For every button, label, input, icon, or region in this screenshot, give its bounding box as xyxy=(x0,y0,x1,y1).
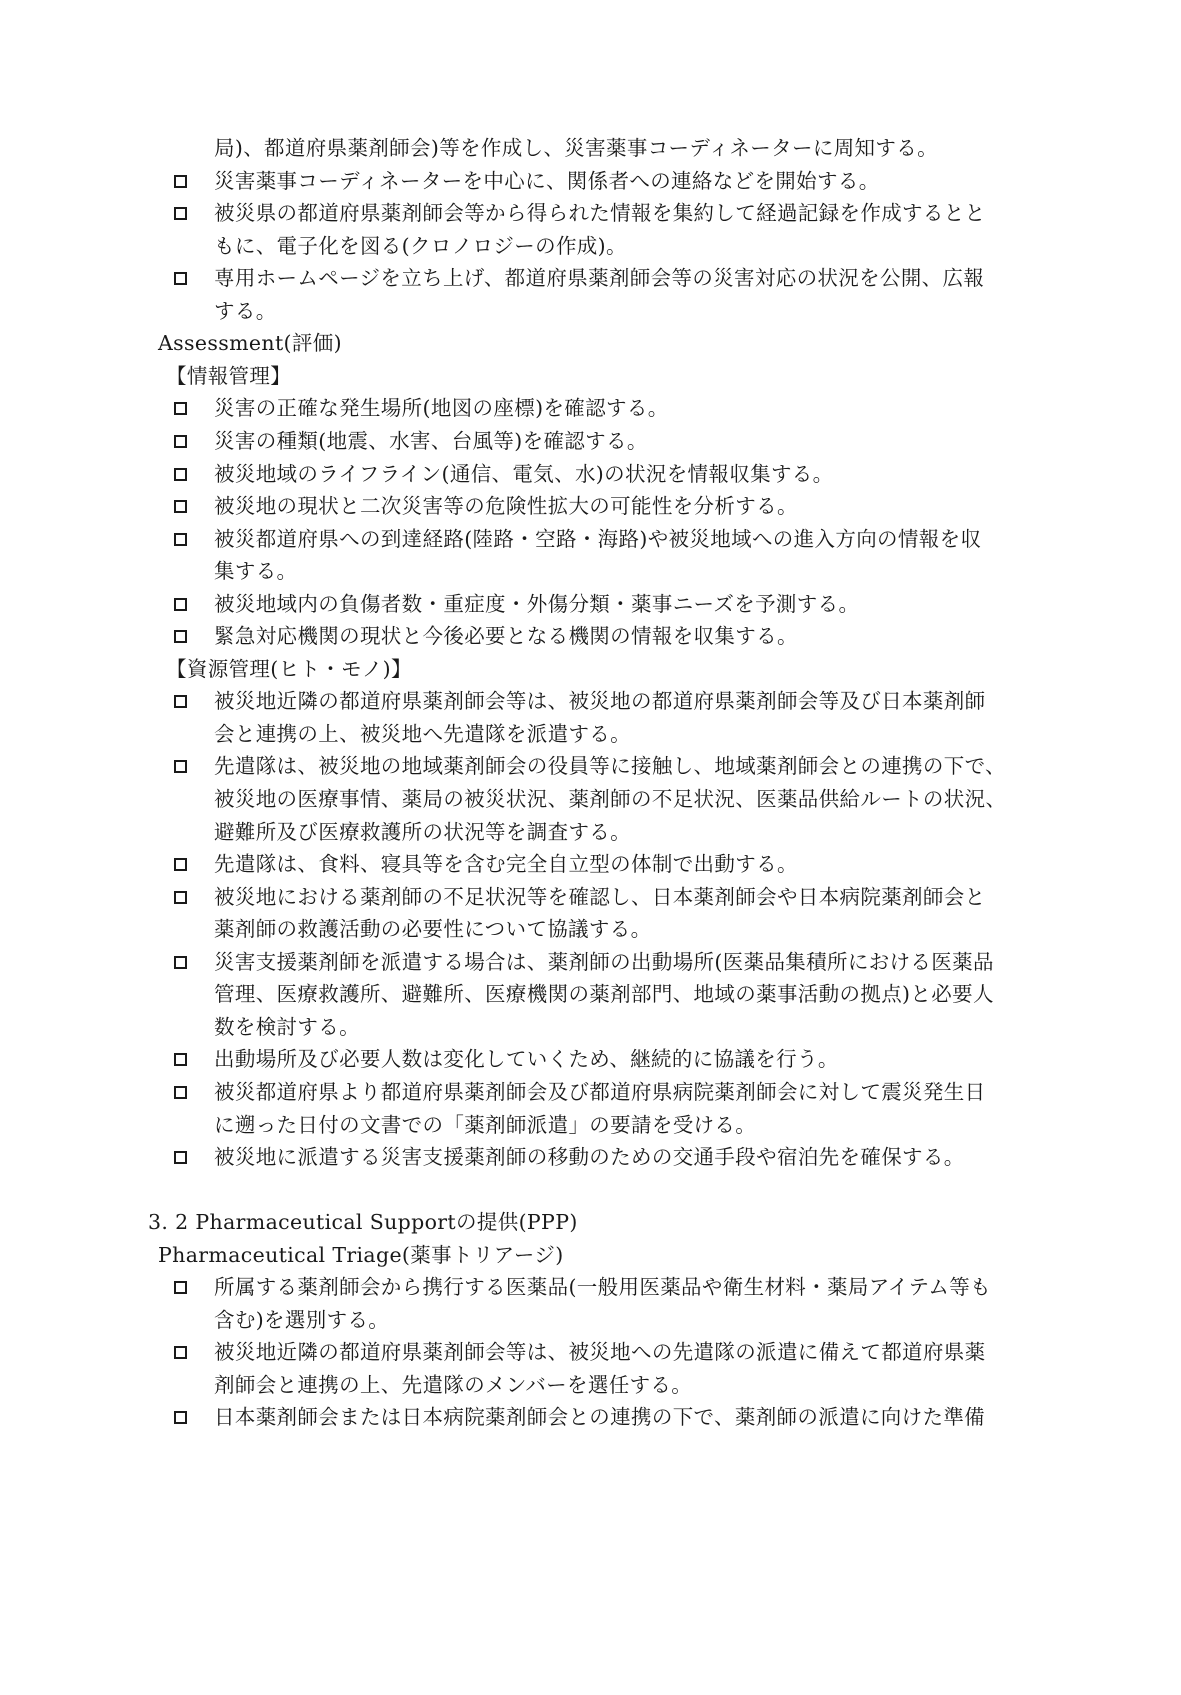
checklist-item-continuation: する。 xyxy=(214,299,277,323)
checklist-item-continuation: 管理、医療救護所、避難所、医療機関の薬剤部門、地域の薬事活動の拠点)と必要人 xyxy=(214,982,994,1006)
checkbox-icon xyxy=(174,1086,187,1099)
checkbox-icon xyxy=(174,500,187,513)
checkbox-icon xyxy=(174,1281,187,1294)
checkbox-icon xyxy=(174,207,187,220)
checkbox-icon xyxy=(174,760,187,773)
checklist-item-text: 専用ホームページを立ち上げ、都道府県薬剤師会等の災害対応の状況を公開、広報 xyxy=(214,266,985,290)
checklist-item-text: 緊急対応機関の現状と今後必要となる機関の情報を収集する。 xyxy=(214,624,798,648)
checklist-item-text: 出動場所及び必要人数は変化していくため、継続的に協議を行う。 xyxy=(214,1047,839,1071)
checklist-item-continuation: もに、電子化を図る(クロノロジーの作成)。 xyxy=(214,234,627,258)
subsection-heading: Pharmaceutical Triage(薬事トリアージ) xyxy=(158,1243,564,1267)
checklist-item-text: 被災地近隣の都道府県薬剤師会等は、被災地の都道府県薬剤師会等及び日本薬剤師 xyxy=(214,689,986,713)
checklist-item-continuation: 数を検討する。 xyxy=(214,1015,360,1039)
category-heading: 【資源管理(ヒト・モノ)】 xyxy=(166,657,412,681)
checkbox-icon xyxy=(174,1053,187,1066)
checkbox-icon xyxy=(174,858,187,871)
checkbox-icon xyxy=(174,695,187,708)
checklist-item-continuation: 被災地の医療事情、薬局の被災状況、薬剤師の不足状況、医薬品供給ルートの状況、 xyxy=(214,787,1007,811)
checklist-item-text: 被災地域のライフライン(通信、電気、水)の状況を情報収集する。 xyxy=(214,462,834,486)
checklist-item-text: 被災都道府県より都道府県薬剤師会及び都道府県病院薬剤師会に対して震災発生日 xyxy=(214,1080,986,1104)
checklist-item-text: 被災地に派遣する災害支援薬剤師の移動のための交通手段や宿泊先を確保する。 xyxy=(214,1145,965,1169)
section-heading: 3. 2 Pharmaceutical Supportの提供(PPP) xyxy=(148,1210,578,1234)
checkbox-icon xyxy=(174,272,187,285)
checklist-item-text: 日本薬剤師会または日本病院薬剤師会との連携の下で、薬剤師の派遣に向けた準備 xyxy=(214,1405,986,1429)
checklist-item-text: 被災都道府県への到達経路(陸路・空路・海路)や被災地域への進入方向の情報を収 xyxy=(214,527,982,551)
checklist-item-continuation: 避難所及び医療救護所の状況等を調査する。 xyxy=(214,820,631,844)
checklist-item-continuation: 集する。 xyxy=(214,559,298,583)
checkbox-icon xyxy=(174,630,187,643)
checkbox-icon xyxy=(174,402,187,415)
checklist-item-text: 災害支援薬剤師を派遣する場合は、薬剤師の出動場所(医薬品集積所における医薬品 xyxy=(214,950,994,974)
category-heading: 【情報管理】 xyxy=(166,364,292,388)
checklist-item-text: 災害の種類(地震、水害、台風等)を確認する。 xyxy=(214,429,648,453)
checkbox-icon xyxy=(174,956,187,969)
checklist-item-continuation: 会と連携の上、被災地へ先遣隊を派遣する。 xyxy=(214,722,631,746)
checklist-item-text: 災害の正確な発生場所(地図の座標)を確認する。 xyxy=(214,396,669,420)
checklist-item-continuation: 含む)を選別する。 xyxy=(214,1308,390,1332)
checklist-item-text: 所属する薬剤師会から携行する医薬品(一般用医薬品や衛生材料・薬局アイテム等も xyxy=(214,1275,991,1299)
subsection-heading: Assessment(評価) xyxy=(158,331,342,355)
checkbox-icon xyxy=(174,468,187,481)
checklist-item-text: 被災地における薬剤師の不足状況等を確認し、日本薬剤師会や日本病院薬剤師会と xyxy=(214,885,986,909)
checklist-item-continuation: に遡った日付の文書での「薬剤師派遣」の要請を受ける。 xyxy=(214,1113,757,1137)
checkbox-icon xyxy=(174,533,187,546)
checklist-item-text: 被災地近隣の都道府県薬剤師会等は、被災地への先遣隊の派遣に備えて都道府県薬 xyxy=(214,1340,986,1364)
checklist-item-continuation: 局)、都道府県薬剤師会)等を作成し、災害薬事コーディネーターに周知する。 xyxy=(214,136,938,160)
checkbox-icon xyxy=(174,598,187,611)
checklist-item-text: 災害薬事コーディネーターを中心に、関係者への連絡などを開始する。 xyxy=(214,169,880,193)
checkbox-icon xyxy=(174,1411,187,1424)
checklist-item-text: 被災地域内の負傷者数・重症度・外傷分類・薬事ニーズを予測する。 xyxy=(214,592,860,616)
checklist-item-continuation: 剤師会と連携の上、先遣隊のメンバーを選任する。 xyxy=(214,1373,693,1397)
checkbox-icon xyxy=(174,1346,187,1359)
checkbox-icon xyxy=(174,891,187,904)
checklist-item-text: 被災県の都道府県薬剤師会等から得られた情報を集約して経過記録を作成するとと xyxy=(214,201,986,225)
checklist-item-text: 先遣隊は、被災地の地域薬剤師会の役員等に接触し、地域薬剤師会との連携の下で、 xyxy=(214,754,1006,778)
checklist-item-continuation: 薬剤師の救護活動の必要性について協議する。 xyxy=(214,917,652,941)
checkbox-icon xyxy=(174,175,187,188)
checkbox-icon xyxy=(174,1151,187,1164)
checklist-item-text: 先遣隊は、食料、寝具等を含む完全自立型の体制で出動する。 xyxy=(214,852,798,876)
checklist-item-text: 被災地の現状と二次災害等の危険性拡大の可能性を分析する。 xyxy=(214,494,798,518)
checkbox-icon xyxy=(174,435,187,448)
